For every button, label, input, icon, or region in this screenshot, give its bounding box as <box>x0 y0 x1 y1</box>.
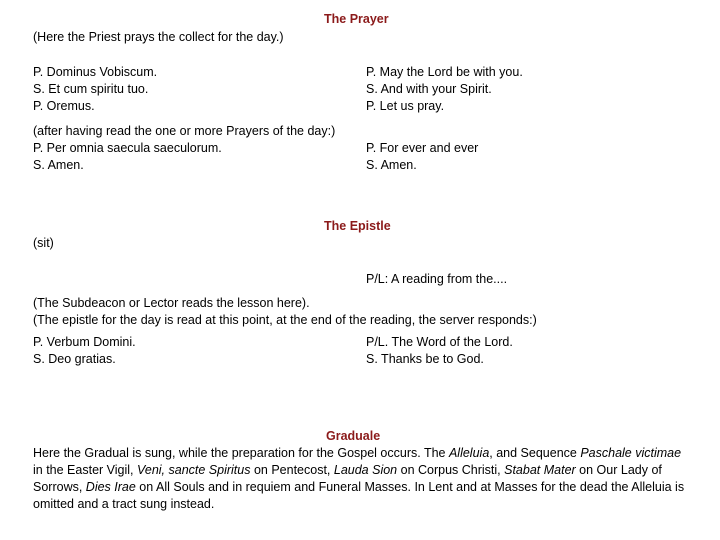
graduale-text-italic: Dies Irae <box>85 480 136 494</box>
epistle-english-line: S. Thanks be to God. <box>366 352 484 366</box>
graduale-paragraph <box>33 445 693 513</box>
graduale-text: on All Souls and in requiem and Funeral Masses. In Lent and at Masses for the dead the Alleluia is omitted and a tract sung instead. <box>33 480 685 511</box>
prayer-after-rubric: (after having read the one or more Prayers of the day:) <box>33 124 336 138</box>
prayer-latin-line: P. Per omnia saecula saeculorum. <box>33 141 222 155</box>
epistle-latin-line: P. Verbum Domini. <box>33 335 136 349</box>
graduale-text: , and Sequence <box>489 446 581 460</box>
prayer-english-line: S. And with your Spirit. <box>366 82 492 96</box>
prayer-latin-line: S. Amen. <box>33 158 84 172</box>
graduale-text-italic: Veni, sancte Spiritus <box>137 463 251 477</box>
graduale-text-italic: Alleluia <box>448 446 490 460</box>
prayer-english-line: P. May the Lord be with you. <box>366 65 523 79</box>
prayer-latin-line: P. Dominus Vobiscum. <box>33 65 158 79</box>
prayer-latin-block <box>33 64 157 115</box>
graduale-heading: Graduale <box>326 429 381 443</box>
prayer-latin-block-2 <box>33 140 222 174</box>
prayer-latin-line: S. Et cum spiritu tuo. <box>33 82 149 96</box>
prayer-english-line: P. Let us pray. <box>366 99 445 113</box>
graduale-text: on Pentecost, <box>250 463 334 477</box>
prayer-english-line: P. For ever and ever <box>366 141 479 155</box>
prayer-rubric: (Here the Priest prays the collect for the day.) <box>33 30 284 44</box>
graduale-text-italic: Paschale victimae <box>580 446 682 460</box>
epistle-latin-block <box>33 334 136 368</box>
epistle-heading: The Epistle <box>324 219 391 233</box>
epistle-reading-intro: P/L: A reading from the.... <box>366 272 508 286</box>
epistle-latin-line: S. Deo gratias. <box>33 352 116 366</box>
graduale-text: on Corpus Christi, <box>397 463 505 477</box>
prayer-english-line: S. Amen. <box>366 158 417 172</box>
epistle-english-line: P/L. The Word of the Lord. <box>366 335 513 349</box>
prayer-latin-line: P. Oremus. <box>33 99 95 113</box>
epistle-rubric-2: (The epistle for the day is read at this point, at the end of the reading, the server responds:) <box>33 313 537 327</box>
prayer-english-block <box>366 64 523 115</box>
epistle-sit-rubric: (sit) <box>33 236 54 250</box>
graduale-text: in the Easter Vigil, <box>33 463 137 477</box>
prayer-heading: The Prayer <box>324 12 389 26</box>
graduale-text: on Our Lady of Sorrows, <box>33 463 662 494</box>
graduale-text-italic: Stabat Mater <box>504 463 576 477</box>
graduale-text-italic: Lauda Sion <box>333 463 398 477</box>
epistle-english-block <box>366 334 513 368</box>
graduale-text: Here the Gradual is sung, while the preparation for the Gospel occurs. The <box>33 446 449 460</box>
epistle-rubric-1: (The Subdeacon or Lector reads the lesson here). <box>33 296 310 310</box>
prayer-english-block-2 <box>366 140 478 174</box>
